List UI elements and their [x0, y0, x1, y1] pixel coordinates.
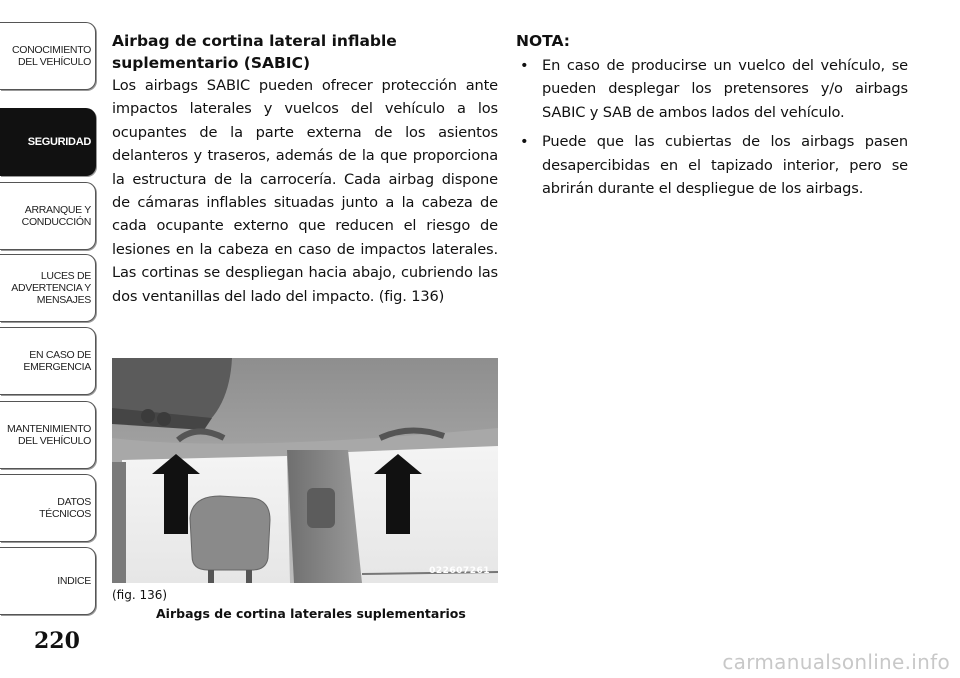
note-item [516, 54, 908, 124]
tab-arranque-y-conduccion[interactable] [0, 182, 96, 250]
tab-luces-de-advertencia[interactable] [0, 254, 96, 322]
section-sabic [112, 30, 498, 308]
watermark: carmanualsonline.info [722, 650, 950, 674]
tab-label: CONOCIMIENTO DEL VEHÍCULO [11, 44, 91, 68]
tab-label: SEGURIDAD [27, 136, 91, 148]
section-heading-line2: suplementario (SABIC) [112, 54, 311, 72]
tab-label: LUCES DE ADVERTENCIA Y MENSAJES [11, 270, 91, 306]
note-block [516, 30, 908, 206]
bullet-icon: • [520, 57, 529, 74]
figure-code: 022607261 [429, 566, 490, 576]
note-title: NOTA: [516, 32, 571, 50]
figure-caption: Airbags de cortina laterales suplementarios [156, 606, 466, 621]
page-number: 220 [34, 628, 80, 654]
tab-label: MANTENIMIENTO DEL VEHÍCULO [7, 423, 91, 447]
section-heading-line1: Airbag de cortina lateral inflable [112, 32, 397, 50]
figure-airbag-photo [112, 358, 498, 583]
figure-reference: (fig. 136) [112, 588, 168, 602]
note-item-text: Puede que las cubiertas de los airbags pasen desapercibidas en el tapizado interior, pero se abrirán durante el despliegue de los airbags. [542, 133, 908, 198]
tab-label: DATOS TÉCNICOS [39, 496, 91, 520]
section-body: Los airbags SABIC pueden ofrecer protección ante impactos laterales y vuelcos del vehículo a los ocupantes de la parte externa de los asientos delanteros y traseros, además de la que proporciona la estructura de la carrocería. Cada airbag dispone de cámaras inflables situadas junto a la cabeza de cada ocupante externo que reducen el riesgo de lesiones en la cabeza en caso de impactos laterales. Las cortinas se despliegan hacia abajo, cubriendo las dos ventanillas del lado del impacto. (fig. 136) [112, 77, 498, 305]
tab-label: EN CASO DE EMERGENCIA [23, 349, 91, 373]
tab-label: ARRANQUE Y CONDUCCIÓN [21, 204, 91, 228]
tab-mantenimiento-del-vehiculo[interactable] [0, 401, 96, 469]
tab-conocimiento-del-vehiculo[interactable] [0, 22, 96, 90]
tab-datos-tecnicos[interactable] [0, 474, 96, 542]
note-list [516, 54, 908, 200]
car-interior-illustration [112, 358, 498, 583]
note-item [516, 130, 908, 200]
tab-label: INDICE [57, 575, 91, 587]
note-item-text: En caso de producirse un vuelco del vehículo, se pueden desplegar los pretensores y/o airbags SABIC y SAB de ambos lados del vehículo. [542, 57, 908, 121]
tab-indice[interactable] [0, 547, 96, 615]
tab-seguridad[interactable] [0, 108, 96, 176]
bullet-icon: • [520, 133, 529, 151]
tab-en-caso-de-emergencia[interactable] [0, 327, 96, 395]
